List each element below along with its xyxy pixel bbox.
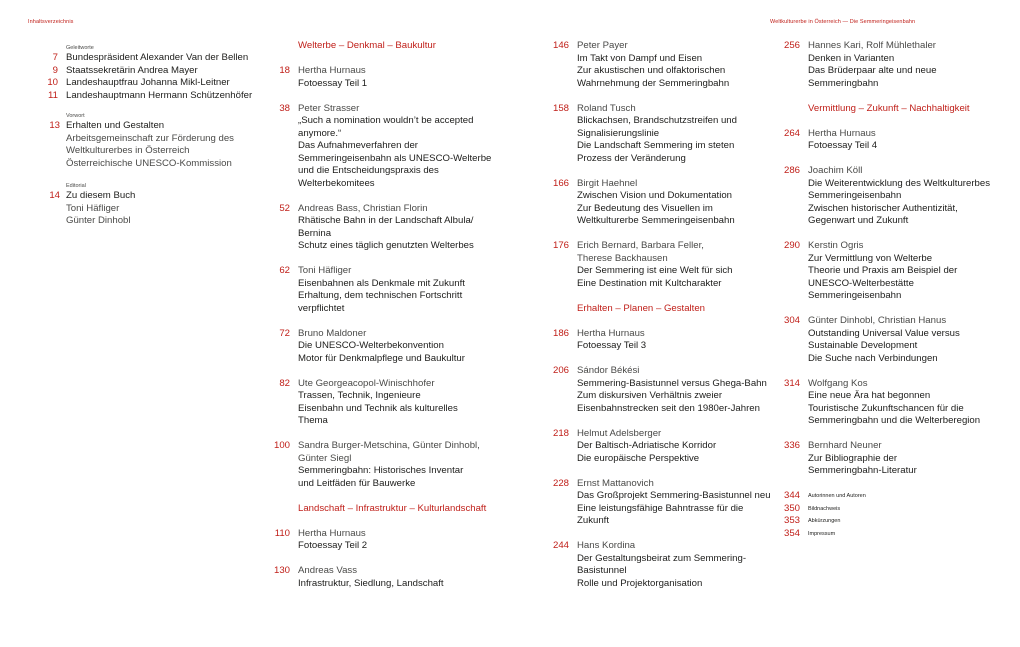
page-number: 244 bbox=[552, 540, 569, 551]
entry-title: Eine Destination mit Kultcharakter bbox=[577, 277, 722, 289]
toc-column-1 bbox=[47, 44, 266, 228]
entry-author: Peter Payer bbox=[577, 40, 628, 51]
entry-author: Sandra Burger-Metschina, Günter Dinhobl, bbox=[298, 440, 480, 451]
entry-author: Arbeitsgemeinschaft zur Förderung des bbox=[66, 132, 234, 144]
entry-author: Andreas Vass bbox=[298, 565, 358, 576]
entry-title: Eine leistungsfähige Bahntrasse für die bbox=[577, 502, 744, 514]
toc-entry[interactable] bbox=[552, 40, 777, 90]
entry-title: und Leitfäden für Bauwerke bbox=[298, 477, 416, 489]
entry-author: Kerstin Ogris bbox=[808, 240, 864, 251]
entry-title: Rolle und Projektorganisation bbox=[577, 577, 703, 589]
toc-entry[interactable] bbox=[273, 565, 498, 590]
entry-title: Fotoessay Teil 4 bbox=[808, 140, 878, 151]
entry-title: Eisenbahnstrecken seit den 1980er-Jahren bbox=[577, 402, 760, 414]
appendix-title: Abkürzungen bbox=[808, 518, 841, 524]
entry-title: Semmering-Basistunnel versus Ghega-Bahn bbox=[577, 377, 767, 389]
toc-entry[interactable] bbox=[783, 377, 1008, 428]
entry-title: Outstanding Universal Value versus bbox=[808, 327, 960, 339]
toc-entry[interactable] bbox=[783, 127, 1008, 153]
entry-title: Signalisierungslinie bbox=[577, 127, 660, 139]
geleitwort-entry[interactable] bbox=[47, 77, 266, 90]
entry-title: Semmeringbahn-Literatur bbox=[808, 465, 917, 476]
entries-vermittlung bbox=[783, 127, 1008, 478]
toc-entry[interactable] bbox=[279, 102, 498, 191]
page-number: 100 bbox=[273, 440, 290, 451]
entry-title: Sustainable Development bbox=[808, 340, 918, 351]
entry-title: Zur Bedeutung des Visuellen im bbox=[577, 202, 713, 214]
toc-entry[interactable] bbox=[783, 165, 1008, 228]
entry-author: Roland Tusch bbox=[577, 102, 636, 114]
entry-title: Der Gestaltungsbeirat zum Semmering- bbox=[577, 552, 747, 564]
entry-title: Prozess der Veränderung bbox=[577, 152, 686, 164]
page-number: 62 bbox=[279, 265, 290, 276]
appendix-list bbox=[783, 490, 1008, 540]
running-header-left: Inhaltsverzeichnis bbox=[28, 19, 74, 25]
entry-title: Motor für Denkmalpflege und Baukultur bbox=[298, 352, 465, 364]
entry-author: Hertha Hurnaus bbox=[298, 65, 366, 76]
entry-title: Fotoessay Teil 2 bbox=[298, 540, 368, 551]
entry-title: Zur akustischen und olfaktorischen bbox=[577, 65, 726, 76]
page-number: 264 bbox=[783, 127, 800, 139]
entry-title: Denken in Varianten bbox=[808, 52, 895, 64]
entry-author: Andreas Bass, Christian Florin bbox=[298, 202, 428, 214]
entry-author: Hertha Hurnaus bbox=[298, 527, 366, 539]
editorial-entry[interactable] bbox=[49, 190, 266, 228]
appendix-title: Impressum bbox=[808, 530, 836, 537]
entry-title: Erhaltung, dem technischen Fortschritt bbox=[298, 290, 463, 301]
entry-title: Die Landschaft Semmering im steten bbox=[577, 140, 735, 151]
entry-author: Günter Siegl bbox=[298, 452, 352, 464]
entry-title: Schutz eines täglich genutzten Welterbes bbox=[298, 240, 474, 251]
section-heading-vermittlung: Vermittlung – Zukunft – Nachhaltigkeit bbox=[808, 102, 970, 114]
geleitwort-entry[interactable] bbox=[52, 52, 266, 65]
page-number: 314 bbox=[783, 377, 800, 389]
entry-title: Eine neue Ära hat begonnen bbox=[808, 390, 931, 401]
entry-title: Die Suche nach Verbindungen bbox=[808, 352, 938, 364]
page-number: 166 bbox=[552, 177, 569, 189]
toc-entry[interactable] bbox=[279, 327, 498, 366]
entry-title: Weltkulturerbe Semmeringeisenbahn bbox=[577, 215, 735, 226]
entry-title: Landeshauptfrau Johanna Mikl-Leitner bbox=[66, 77, 230, 88]
entry-title: Zwischen historischer Authentizität, bbox=[808, 202, 958, 214]
page-number: 354 bbox=[783, 527, 800, 539]
right-page bbox=[510, 0, 1020, 647]
page-number: 146 bbox=[552, 40, 569, 51]
entry-title: Wahrnehmung der Semmeringbahn bbox=[577, 77, 730, 89]
page-number: 7 bbox=[52, 52, 58, 63]
entry-author: Hans Kordina bbox=[577, 540, 636, 551]
page-number: 9 bbox=[52, 64, 58, 76]
entry-title: Fotoessay Teil 1 bbox=[298, 77, 368, 89]
entry-author: Österreichische UNESCO-Kommission bbox=[66, 157, 232, 169]
toc-column-4 bbox=[783, 40, 1008, 540]
entry-author: Peter Strasser bbox=[298, 102, 360, 114]
page-number: 350 bbox=[783, 502, 800, 514]
toc-entry[interactable] bbox=[783, 440, 1008, 478]
entry-author: Günter Dinhobl bbox=[66, 215, 131, 226]
entry-title: UNESCO-Welterbestätte bbox=[808, 277, 914, 289]
toc-entry[interactable] bbox=[783, 240, 1008, 303]
geleitwort-entry[interactable] bbox=[52, 64, 266, 78]
toc-column-2 bbox=[273, 40, 498, 590]
entry-title: Zwischen Vision und Dokumentation bbox=[577, 190, 733, 201]
page-number: 186 bbox=[552, 327, 569, 339]
page-number: 353 bbox=[783, 515, 800, 526]
entries-erhalten bbox=[552, 327, 777, 591]
page-number: 344 bbox=[783, 490, 800, 501]
entry-title: anymore.“ bbox=[298, 127, 342, 139]
toc-entry[interactable] bbox=[552, 540, 777, 590]
toc-entry[interactable] bbox=[274, 527, 498, 553]
page-number: 290 bbox=[783, 240, 800, 251]
entry-title: Bundespräsident Alexander Van der Bellen bbox=[66, 52, 249, 63]
entry-title: Semmeringeisenbahn als UNESCO-Welterbe bbox=[298, 152, 492, 164]
entry-title: Semmeringbahn: Historisches Inventar bbox=[298, 465, 464, 476]
page-number: 18 bbox=[279, 65, 290, 76]
toc-entry[interactable] bbox=[279, 65, 498, 90]
entry-title: Erhalten und Gestalten bbox=[66, 120, 165, 131]
toc-entry[interactable] bbox=[279, 202, 498, 253]
entry-title: Zur Vermittlung von Welterbe bbox=[808, 252, 933, 264]
running-header-right: Weltkulturerbe in Österreich — Die Semmeringeisenbahn bbox=[770, 19, 916, 25]
entry-title: Zum diskursiven Verhältnis zweier bbox=[577, 390, 723, 401]
page-number: 82 bbox=[279, 377, 290, 389]
entry-title: Zukunft bbox=[577, 515, 609, 526]
editorial-label: Editorial bbox=[66, 183, 86, 189]
entry-title: Das Großprojekt Semmering-Basistunnel neu bbox=[577, 490, 771, 501]
entry-title: Welterbekomitees bbox=[298, 177, 375, 189]
appendix-entry[interactable] bbox=[783, 502, 1008, 516]
vorwort-label: Vorwort bbox=[66, 113, 85, 119]
entry-title: Der Semmering ist eine Welt für sich bbox=[577, 265, 733, 276]
entry-title: Der Baltisch-Adriatische Korridor bbox=[577, 440, 717, 451]
entry-title: Fotoessay Teil 3 bbox=[577, 340, 647, 351]
toc-entry[interactable] bbox=[783, 315, 1008, 365]
entry-author: Erich Bernard, Barbara Feller, bbox=[577, 240, 704, 251]
page-number: 304 bbox=[783, 315, 800, 326]
entry-title: Rhätische Bahn in der Landschaft Albula/ bbox=[298, 215, 474, 226]
page-number: 110 bbox=[274, 527, 290, 539]
entry-title: Thema bbox=[298, 415, 328, 426]
entry-title: Eisenbahn und Technik als kulturelles bbox=[298, 402, 458, 414]
appendix-title: Autorinnen und Autoren bbox=[808, 493, 866, 499]
entry-author: Therese Backhausen bbox=[577, 252, 668, 264]
appendix-entry[interactable] bbox=[783, 515, 1008, 528]
entry-title: Gegenwart und Zukunft bbox=[808, 215, 909, 226]
appendix-entry[interactable] bbox=[783, 527, 1008, 541]
entry-title: Semmeringbahn bbox=[808, 77, 879, 89]
page-number: 158 bbox=[552, 102, 569, 114]
appendix-entry[interactable] bbox=[783, 490, 1008, 503]
page-number: 38 bbox=[279, 102, 290, 114]
entry-title: Die europäische Perspektive bbox=[577, 452, 700, 464]
entry-author: Hertha Hurnaus bbox=[808, 127, 876, 139]
entry-title: „Such a nomination wouldn’t be accepted bbox=[298, 115, 474, 126]
entry-author: Helmut Adelsberger bbox=[577, 427, 662, 439]
section-heading-erhalten: Erhalten – Planen – Gestalten bbox=[577, 302, 706, 314]
entry-author: Sándor Békési bbox=[577, 365, 640, 376]
entry-author: Weltkulturerbes in Österreich bbox=[66, 145, 190, 156]
entry-title: Staatssekretärin Andrea Mayer bbox=[66, 64, 198, 76]
entry-title: Die UNESCO-Welterbekonvention bbox=[298, 340, 444, 351]
entry-author: Ute Georgeacopol-Winischhofer bbox=[298, 377, 435, 389]
entry-author: Günter Dinhobl, Christian Hanus bbox=[808, 315, 947, 326]
toc-entry[interactable] bbox=[279, 377, 498, 428]
entry-title: Zur Bibliographie der bbox=[808, 452, 898, 464]
entry-title: Eisenbahnen als Denkmale mit Zukunft bbox=[298, 277, 465, 289]
entry-title: Semmeringbahn und die Welterberegion bbox=[808, 415, 981, 426]
page-number: 286 bbox=[783, 165, 800, 176]
page-number: 336 bbox=[783, 440, 800, 451]
toc-entry[interactable] bbox=[279, 265, 498, 315]
geleitworte-label: Geleitworte bbox=[66, 45, 94, 51]
entries-landschaft bbox=[273, 527, 498, 591]
page-number: 176 bbox=[552, 240, 569, 251]
entry-title: Theorie und Praxis am Beispiel der bbox=[808, 265, 958, 276]
page-number: 206 bbox=[552, 365, 569, 376]
entry-title: Semmeringeisenbahn bbox=[808, 290, 902, 301]
entry-title: Infrastruktur, Siedlung, Landschaft bbox=[298, 577, 444, 589]
entry-author: Joachim Köll bbox=[808, 165, 863, 176]
entry-title: Semmeringeisenbahn bbox=[808, 190, 902, 201]
entry-title: Landeshauptmann Hermann Schützenhöfer bbox=[66, 89, 253, 101]
entry-title: verpflichtet bbox=[298, 302, 345, 314]
entry-author: Toni Häfliger bbox=[66, 202, 120, 214]
toc-entry[interactable] bbox=[552, 240, 777, 290]
entry-title: Bernina bbox=[298, 227, 332, 239]
entry-author: Bruno Maldoner bbox=[298, 327, 367, 339]
entry-title: und die Entscheidungspraxis des bbox=[298, 165, 439, 176]
geleitworte-list bbox=[47, 52, 266, 102]
entry-title: Basistunnel bbox=[577, 565, 627, 576]
entry-author: Hertha Hurnaus bbox=[577, 327, 645, 339]
entry-title: Die Weiterentwicklung des Weltkulturerbes bbox=[808, 177, 991, 189]
toc-entry[interactable] bbox=[273, 440, 498, 490]
entry-author: Ernst Mattanovich bbox=[577, 477, 654, 489]
page-number: 14 bbox=[49, 190, 60, 201]
entry-author: Bernhard Neuner bbox=[808, 440, 882, 451]
page-number: 52 bbox=[279, 202, 290, 214]
entry-author: Toni Häfliger bbox=[298, 265, 352, 276]
entry-title: Im Takt von Dampf und Eisen bbox=[577, 52, 703, 64]
toc-entry[interactable] bbox=[552, 427, 777, 466]
page-number: 13 bbox=[49, 120, 60, 131]
page-number: 228 bbox=[552, 477, 569, 489]
toc-entry[interactable] bbox=[552, 477, 777, 528]
entry-title: Das Brüderpaar alte und neue bbox=[808, 65, 937, 76]
section-heading-welterbe: Welterbe – Denkmal – Baukultur bbox=[298, 40, 436, 51]
entry-title: Blickachsen, Brandschutzstreifen und bbox=[577, 115, 737, 126]
page-number: 11 bbox=[48, 89, 58, 101]
appendix-title: Bildnachweis bbox=[808, 505, 841, 512]
toc-entry[interactable] bbox=[552, 327, 777, 353]
page-number: 256 bbox=[783, 40, 800, 51]
entry-title: Trassen, Technik, Ingenieure bbox=[298, 390, 421, 401]
vorwort-entry[interactable] bbox=[49, 120, 266, 170]
entries-welterbe bbox=[273, 65, 498, 490]
section-heading-landschaft: Landschaft – Infrastruktur – Kulturlandschaft bbox=[298, 502, 487, 514]
entry-author: Wolfgang Kos bbox=[808, 377, 868, 389]
geleitwort-entry[interactable] bbox=[48, 89, 266, 103]
toc-entry[interactable] bbox=[552, 177, 777, 228]
entry-author: Hannes Kari, Rolf Mühlethaler bbox=[808, 40, 936, 51]
toc-entry[interactable] bbox=[552, 365, 777, 415]
page-number: 10 bbox=[47, 77, 58, 88]
entry-title: Das Aufnahmeverfahren der bbox=[298, 140, 418, 151]
page-number: 130 bbox=[273, 565, 290, 576]
toc-entry[interactable] bbox=[552, 102, 777, 166]
toc-entry[interactable] bbox=[783, 40, 1008, 90]
entry-author: Birgit Haehnel bbox=[577, 177, 638, 189]
entry-title: Zu diesem Buch bbox=[66, 190, 136, 201]
entries-landschaft-cont bbox=[552, 40, 777, 290]
toc-column-3 bbox=[552, 40, 777, 590]
entries-erhalten-cont bbox=[783, 40, 1008, 90]
page-number: 218 bbox=[552, 427, 569, 439]
page-number: 72 bbox=[279, 327, 290, 339]
entry-title: Touristische Zukunftschancen für die bbox=[808, 402, 964, 414]
